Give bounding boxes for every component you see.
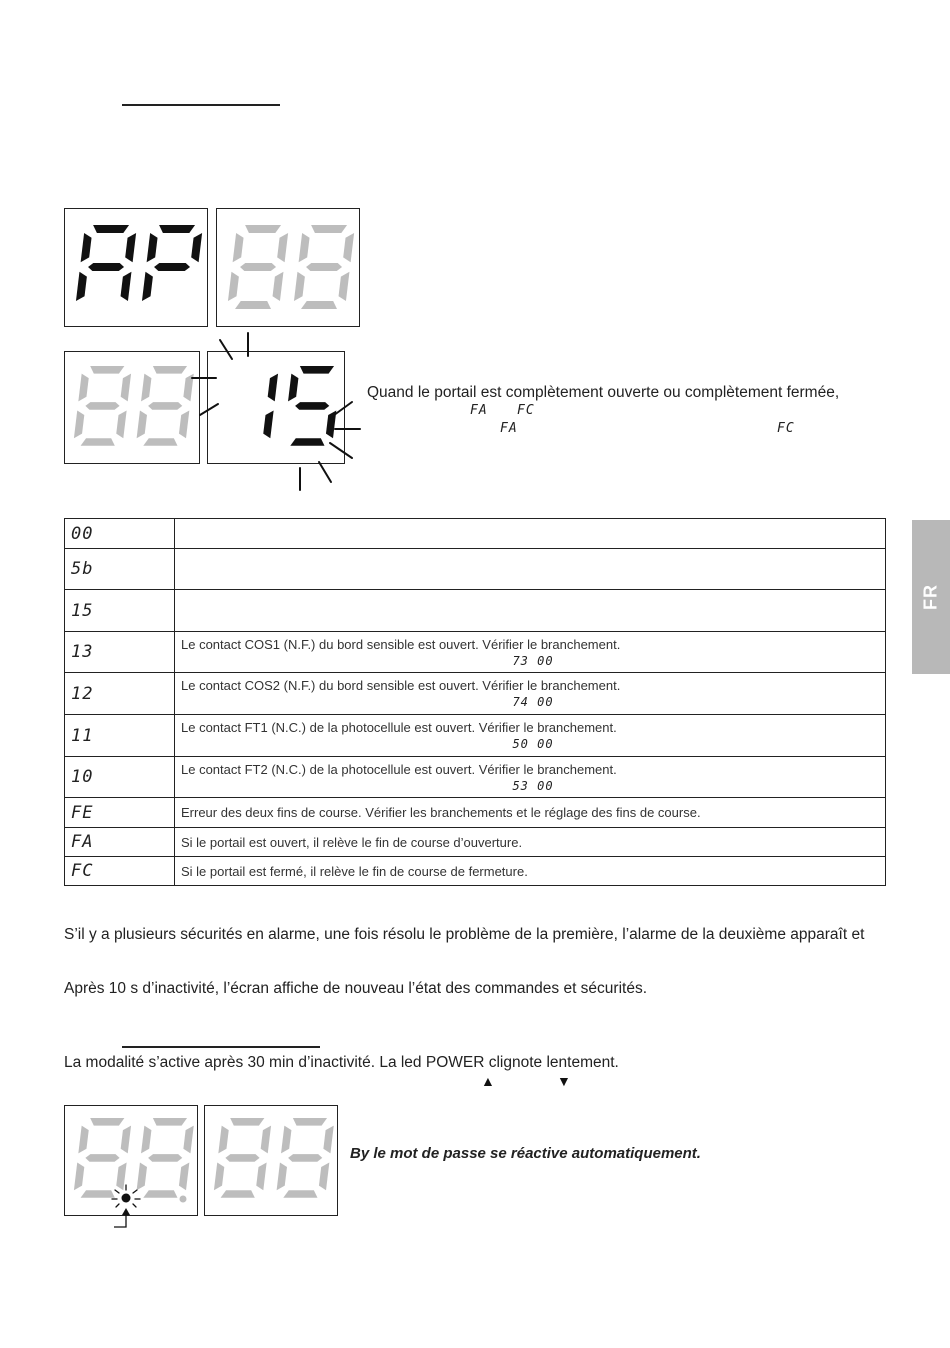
segment-e <box>214 1162 224 1190</box>
display-bottom-right <box>204 1105 338 1216</box>
segment-b <box>343 233 354 262</box>
alarm-desc: Si le portail est fermé, il relève le fin de course de fermeture. <box>175 857 886 886</box>
alarm-desc: Si le portail est ouvert, il relève le fin de course d’ouverture. <box>175 828 886 857</box>
segment-d <box>81 438 115 446</box>
segment-a <box>245 225 281 233</box>
blink-rays-icon <box>180 330 380 495</box>
segment-g <box>85 402 119 410</box>
intro-code-fc: FC <box>517 403 535 418</box>
segment-a <box>153 1118 187 1126</box>
segment-e <box>294 272 305 301</box>
segment-b <box>261 1126 271 1154</box>
segment-e <box>137 410 147 438</box>
segment-b <box>323 1126 333 1154</box>
segment-b <box>191 233 202 262</box>
segment-e <box>142 272 153 301</box>
table-row <box>65 519 886 549</box>
segment-f <box>78 374 88 402</box>
intro-code-fc-2: FC <box>777 421 795 436</box>
paragraph-standby: La modalité s’active après 30 min d’inactivité. La led POWER clignote lentement. <box>64 1054 619 1071</box>
segment-f <box>147 233 158 262</box>
seven-seg-88-bottom-right <box>205 1106 337 1215</box>
segment-b <box>121 374 131 402</box>
table-row <box>65 798 886 828</box>
alarm-desc <box>175 549 886 590</box>
segment-d <box>83 301 119 309</box>
alarm-code: 12 <box>65 673 175 715</box>
alarm-code: 10 <box>65 757 175 798</box>
segment-f <box>78 1126 88 1154</box>
alarm-desc: Le contact COS2 (N.F.) du bord sensible est ouvert. Vérifier le branchement. 74 00 <box>175 673 886 715</box>
segment-b <box>183 1126 193 1154</box>
segment-e <box>277 1162 287 1190</box>
segment-c <box>256 1162 266 1190</box>
alarm-sub-code: 74 00 <box>512 695 554 709</box>
intro-text: Quand le portail est complètement ouverte ou complètement fermée, <box>367 384 840 401</box>
segment-g <box>148 1154 182 1162</box>
alarm-desc <box>175 519 886 549</box>
arrow-up-icon: ▲ <box>481 1073 495 1089</box>
segment-g <box>88 263 124 271</box>
paragraph-multiple-alarms: S’il y a plusieurs sécurités en alarme, une fois résolu le problème de la première, l’alarme de la deuxième apparaît et <box>64 926 865 943</box>
segment-f <box>233 233 244 262</box>
alarm-code: 00 <box>65 519 175 549</box>
segment-g <box>154 263 190 271</box>
segment-g <box>148 402 182 410</box>
segment-e <box>76 272 87 301</box>
segment-a <box>93 225 129 233</box>
alarm-code: 5b <box>65 549 175 590</box>
language-tab <box>912 520 950 674</box>
segment-g <box>225 1154 259 1162</box>
segment-a <box>90 1118 124 1126</box>
segment-e <box>74 1162 84 1190</box>
segment-c <box>116 410 126 438</box>
segment-g <box>288 1154 322 1162</box>
segment-d <box>235 301 271 309</box>
alarm-sub-code: 73 00 <box>512 653 554 668</box>
segment-c <box>339 272 350 301</box>
segment-a <box>159 225 195 233</box>
alarm-code: FC <box>65 857 175 886</box>
segment-f <box>81 233 92 262</box>
segment-g <box>85 1154 119 1162</box>
intro-code-fa: FA <box>470 403 488 418</box>
segment-f <box>218 1126 228 1154</box>
display-top-left <box>64 208 208 327</box>
paragraph-inactivity: Après 10 s d’inactivité, l’écran affiche de nouveau l’état des commandes et sécurités. <box>64 980 648 997</box>
intro-code-fa-2: FA <box>500 421 518 436</box>
segment-c <box>319 1162 329 1190</box>
alarm-sub-code: 53 00 <box>512 778 554 793</box>
table-row <box>65 590 886 632</box>
table-row <box>65 828 886 857</box>
segment-d <box>149 301 185 309</box>
segment-g <box>240 263 276 271</box>
segment-b <box>277 233 288 262</box>
alarm-code: 11 <box>65 715 175 757</box>
segment-f <box>281 1126 291 1154</box>
table-row <box>65 549 886 590</box>
segment-a <box>90 366 124 374</box>
segment-d <box>143 438 177 446</box>
alarm-code: FE <box>65 798 175 828</box>
alarm-code: 15 <box>65 590 175 632</box>
alarm-code: FA <box>65 828 175 857</box>
segment-b <box>125 233 136 262</box>
segment-b <box>121 1126 131 1154</box>
segment-d <box>283 1190 317 1198</box>
segment-e <box>228 272 239 301</box>
seven-seg-ap <box>65 209 207 326</box>
seven-seg-88-top <box>217 209 359 326</box>
table-row <box>65 757 886 798</box>
segment-f <box>299 233 310 262</box>
table-row <box>65 632 886 673</box>
alarm-desc: Le contact COS1 (N.F.) du bord sensible est ouvert. Vérifier le branchement. 73 00 <box>175 632 886 673</box>
segment-f <box>141 374 151 402</box>
segment-c <box>121 272 132 301</box>
segment-f <box>141 1126 151 1154</box>
segment-a <box>311 225 347 233</box>
alarm-sub-code: 50 00 <box>512 737 554 751</box>
segment-c <box>273 272 284 301</box>
table-row <box>65 673 886 715</box>
segment-d <box>221 1190 255 1198</box>
power-led-icon <box>100 1180 200 1232</box>
alarm-desc: Le contact FT2 (N.C.) de la photocellule est ouvert. Vérifier le branchement. 53 00 <box>175 757 886 798</box>
alarm-table <box>64 518 886 886</box>
segment-g <box>306 263 342 271</box>
table-row <box>65 715 886 757</box>
alarm-desc: Erreur des deux fins de course. Vérifier les branchements et le réglage des fins de course. <box>175 798 886 828</box>
alarm-desc <box>175 590 886 632</box>
arrow-down-icon: ▼ <box>557 1073 571 1089</box>
alarm-desc: Le contact FT1 (N.C.) de la photocellule est ouvert. Vérifier le branchement. 50 00 <box>175 715 886 757</box>
seven-seg-88-mid <box>65 352 199 463</box>
language-tab-label: FR <box>920 584 941 610</box>
table-row <box>65 857 886 886</box>
section-heading-underline-standby <box>122 1046 320 1048</box>
segment-a <box>230 1118 264 1126</box>
alarm-code: 13 <box>65 632 175 673</box>
section-heading-underline-top <box>122 104 280 106</box>
segment-a <box>293 1118 327 1126</box>
password-note: By le mot de passe se réactive automatiquement. <box>350 1145 701 1162</box>
display-top-right <box>216 208 360 327</box>
segment-d <box>301 301 337 309</box>
segment-c <box>187 272 198 301</box>
segment-e <box>74 410 84 438</box>
